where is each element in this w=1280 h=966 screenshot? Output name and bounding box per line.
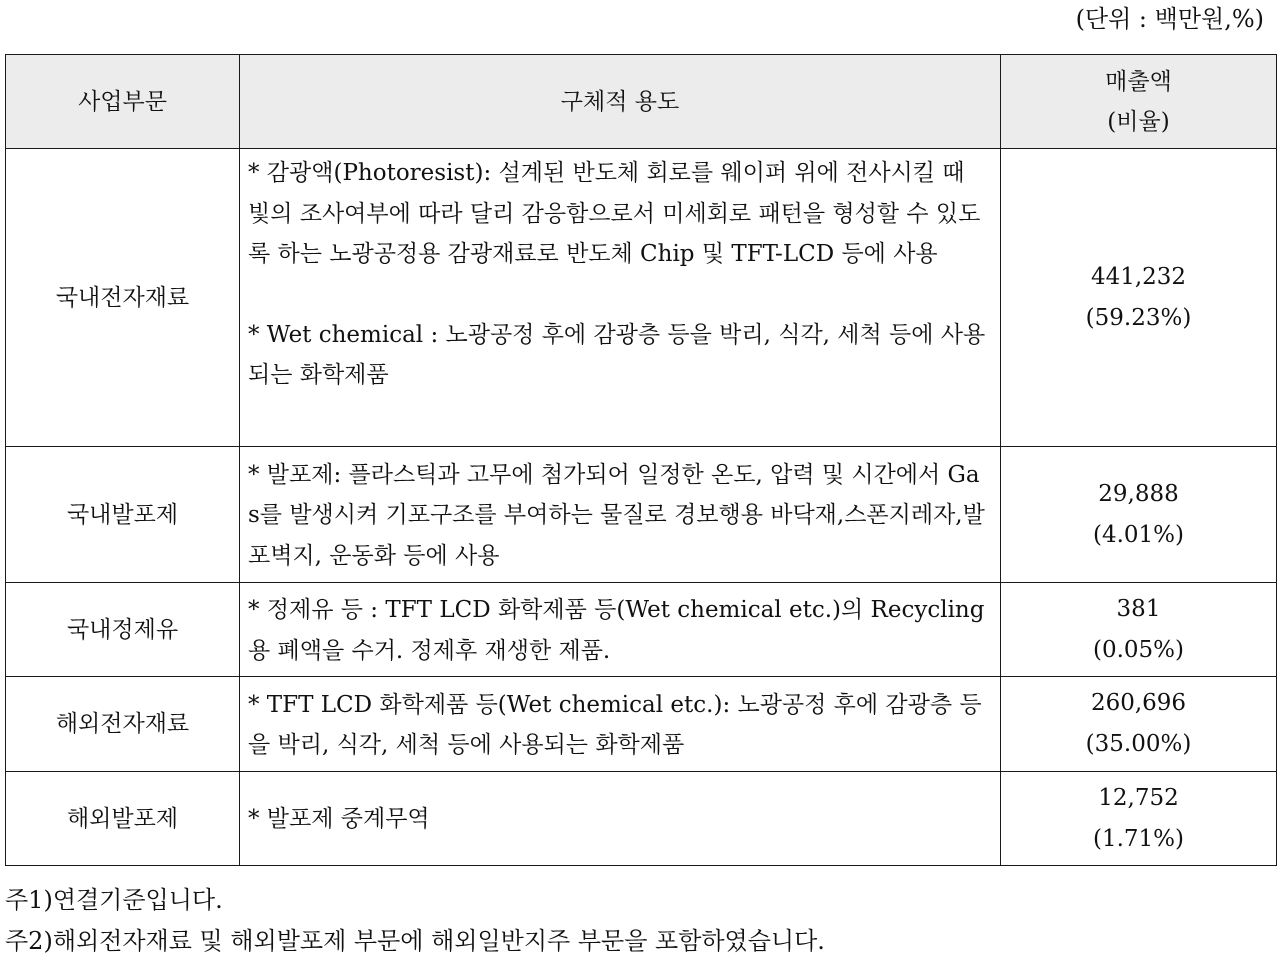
segment-cell: 해외전자재료 — [6, 677, 240, 772]
usage-paragraph: * 발포제 중계무역 — [248, 806, 430, 833]
sales-cell — [1001, 772, 1277, 866]
table-row — [6, 583, 1277, 677]
usage-cell — [240, 149, 1001, 447]
sales-ratio: (1.71%) — [1092, 825, 1184, 852]
sales-ratio: (4.01%) — [1092, 521, 1184, 548]
segment-cell: 국내발포제 — [6, 447, 240, 583]
header-segment: 사업부문 — [6, 55, 240, 149]
usage-paragraph: * 정제유 등 : TFT LCD 화학제품 등(Wet chemical etc.)의 Recycling용 폐액을 수거. 정제후 재생한 제품. — [248, 597, 985, 664]
table-row — [6, 677, 1277, 772]
usage-paragraph: * 감광액(Photoresist): 설계된 반도체 회로를 웨이퍼 위에 전사시킬 때 빛의 조사여부에 따라 달리 감응함으로서 미세회로 패턴을 형성할 수 있도록 하는 노광공정용 감광재료로 반도체 Chip 및 TFT-LCD 등에 사용 — [248, 160, 981, 267]
table-row — [6, 447, 1277, 583]
sales-cell — [1001, 677, 1277, 772]
footnote: 주2)해외전자재료 및 해외발포제 부문에 해외일반지주 부문을 포함하였습니다. — [5, 927, 825, 955]
usage-cell — [240, 583, 1001, 677]
sales-cell — [1001, 149, 1277, 447]
sales-amount: 260,696 — [1090, 690, 1187, 716]
sales-by-segment-table — [5, 54, 1277, 866]
table-row — [6, 149, 1277, 447]
usage-cell — [240, 772, 1001, 866]
header-ratio-label: (비율) — [1107, 108, 1170, 135]
header-sales-label: 매출액 — [1105, 68, 1172, 95]
footnotes — [5, 880, 825, 962]
usage-paragraph: * TFT LCD 화학제품 등(Wet chemical etc.): 노광공정 후에 감광층 등을 박리, 식각, 세척 등에 사용되는 화학제품 — [248, 691, 982, 758]
usage-paragraph: * Wet chemical : 노광공정 후에 감광층 등을 박리, 식각, 세척 등에 사용되는 화학제품 — [248, 321, 986, 388]
sales-cell — [1001, 583, 1277, 677]
segment-cell: 국내정제유 — [6, 583, 240, 677]
usage-paragraph: * 발포제: 플라스틱과 고무에 첨가되어 일정한 온도, 압력 및 시간에서 Gas를 발생시켜 기포구조를 부여하는 물질로 경보행용 바닥재,스폰지레자,발포벽지, 운동화 등에 사용 — [248, 461, 985, 569]
usage-cell — [240, 447, 1001, 583]
table-header-row — [6, 55, 1277, 149]
sales-ratio: (59.23%) — [1085, 304, 1192, 331]
header-sales — [1001, 55, 1277, 149]
segment-cell: 해외발포제 — [6, 772, 240, 866]
sales-amount: 12,752 — [1098, 784, 1179, 811]
footnote: 주1)연결기준입니다. — [5, 886, 223, 914]
sales-amount: 29,888 — [1098, 480, 1179, 507]
header-usage: 구체적 용도 — [240, 55, 1001, 149]
sales-cell — [1001, 447, 1277, 583]
table-row — [6, 772, 1277, 866]
sales-ratio: (0.05%) — [1092, 636, 1184, 663]
usage-cell — [240, 677, 1001, 772]
segment-cell: 국내전자재료 — [6, 149, 240, 447]
sales-amount: 381 — [1116, 595, 1161, 622]
unit-label: (단위 : 백만원,%) — [1075, 5, 1264, 33]
sales-ratio: (35.00%) — [1085, 731, 1192, 757]
sales-amount: 441,232 — [1090, 263, 1187, 290]
